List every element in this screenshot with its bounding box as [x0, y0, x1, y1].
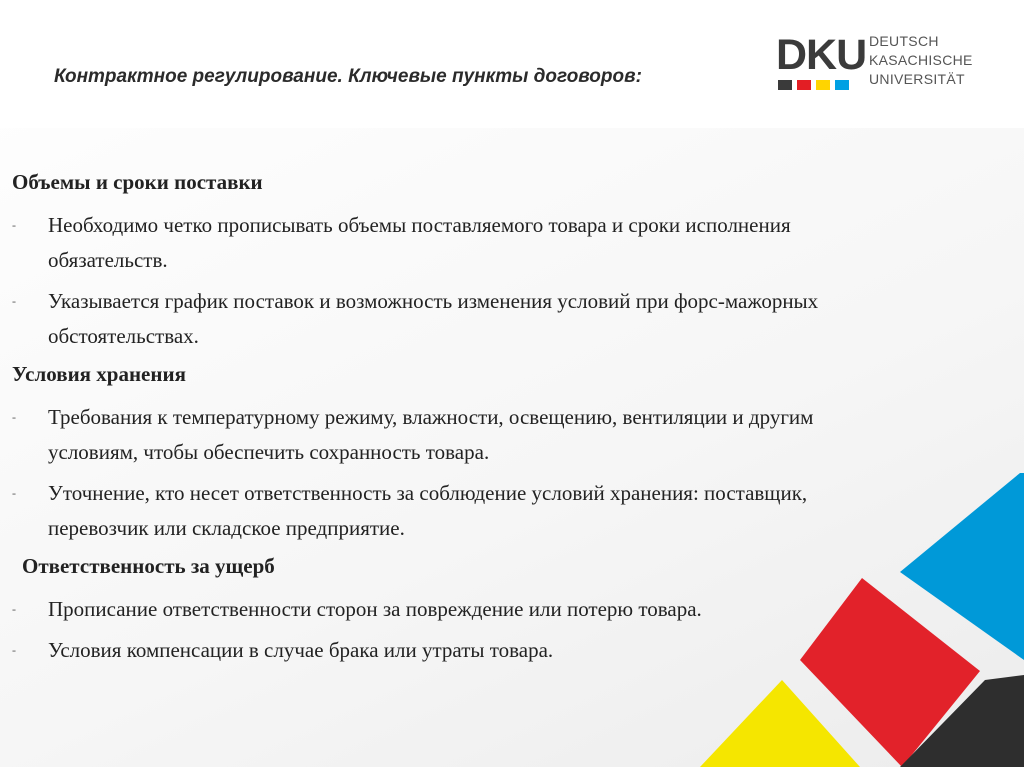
- title-rest: Ключевые пункты договоров:: [342, 66, 642, 87]
- section-storage: [12, 360, 892, 546]
- slide-title: [54, 66, 642, 88]
- bullet-text: Прописание ответственности сторон за повреждение или потерю товара.: [48, 597, 702, 621]
- bullet-marker: -: [12, 218, 16, 232]
- logo-line: DEUTSCH: [869, 33, 939, 49]
- logo-color-squares: [778, 80, 849, 90]
- bullet-marker: -: [12, 602, 16, 616]
- bullet-marker: -: [12, 643, 16, 657]
- section-heading: Объемы и сроки поставки: [12, 170, 263, 194]
- list-item: [12, 208, 892, 278]
- bullet-text: Уточнение, кто несет ответственность за соблюдение условий хранения: поставщик, перевозчик или складское предприятие.: [48, 481, 808, 540]
- logo-square: [835, 80, 849, 90]
- dku-logo: [776, 30, 996, 94]
- bullet-text: Условия компенсации в случае брака или утраты товара.: [48, 638, 554, 662]
- section-liability: [12, 552, 892, 668]
- list-item: [12, 592, 892, 627]
- section-heading: Условия хранения: [12, 362, 186, 386]
- bullet-text: Требования к температурному режиму, влажности, освещению, вентиляции и другим условиям, чтобы обеспечить сохранность товара.: [48, 405, 814, 464]
- bullet-marker: -: [12, 294, 16, 308]
- logo-mark: DKU: [776, 31, 867, 79]
- list-item: [12, 476, 892, 546]
- logo-line: KASACHISCHE: [869, 52, 973, 68]
- list-item: [12, 284, 892, 354]
- section-supply: [12, 168, 892, 354]
- bullet-marker: -: [12, 486, 16, 500]
- logo-square: [797, 80, 811, 90]
- bullet-text: Указывается график поставок и возможность изменения условий при форс-мажорных обстоятельствах.: [48, 289, 819, 348]
- logo-square: [778, 80, 792, 90]
- logo-line: UNIVERSITÄT: [869, 71, 965, 87]
- bullet-marker: -: [12, 410, 16, 424]
- title-bold: Контрактное регулирование.: [54, 66, 343, 87]
- list-item: [12, 633, 892, 668]
- slide-content: [12, 168, 892, 674]
- logo-wordmark: [869, 32, 973, 89]
- bullet-text: Необходимо четко прописывать объемы поставляемого товара и сроки исполнения обязательств.: [48, 213, 791, 272]
- list-item: [12, 400, 892, 470]
- section-heading: Ответственность за ущерб: [22, 554, 275, 578]
- logo-square: [816, 80, 830, 90]
